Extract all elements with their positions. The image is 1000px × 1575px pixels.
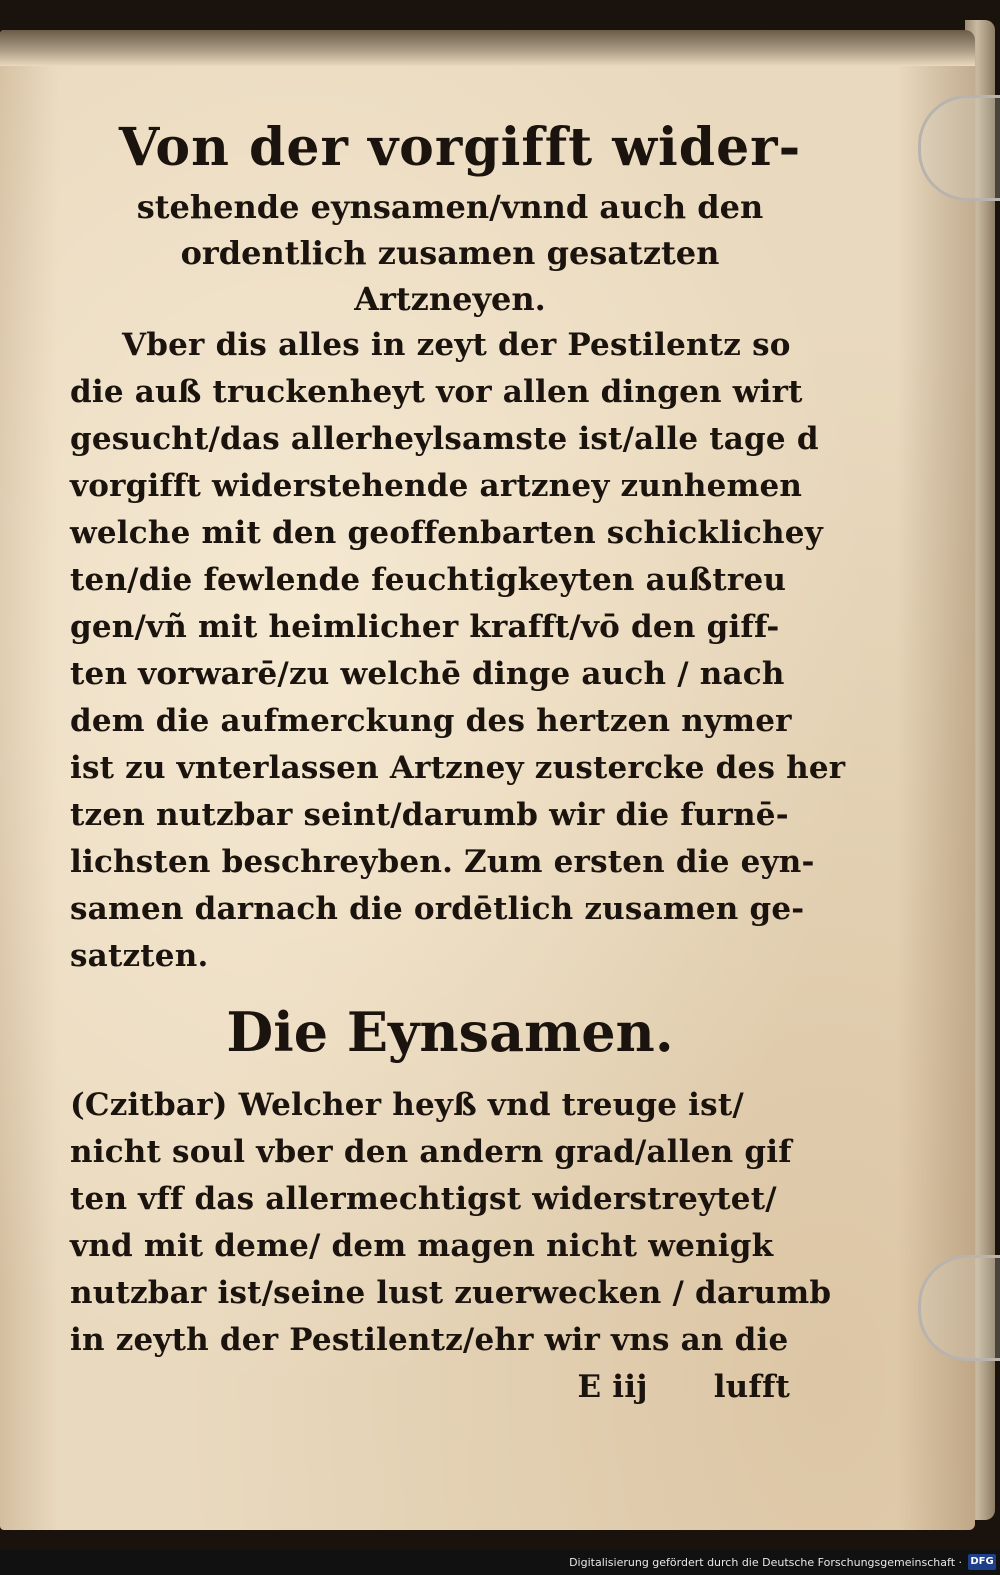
paragraph-line: dem die aufmerckung des hertzen nymer (70, 703, 792, 739)
section-line: nutzbar ist/seine lust zuerwecken / darumb (70, 1275, 832, 1311)
paragraph-line: samen darnach die ordētlich zusamen ge- (70, 891, 805, 927)
section-title: Die Eynsamen. (226, 1000, 674, 1064)
paragraph-line: die auß truckenheyt vor allen dingen wirt (70, 374, 803, 410)
funding-credit: Digitalisierung gefördert durch die Deutsche Forschungsgemeinschaft · (569, 1556, 962, 1569)
paragraph-line: ten vorwarē/zu welchē dinge auch / nach (70, 656, 785, 692)
heading-line: ordentlich zusamen gesatzten (180, 234, 720, 272)
footer-bar (0, 1550, 1000, 1575)
paragraph-line: tzen nutzbar seint/darumb wir die furnē- (70, 797, 789, 833)
signature-row (70, 1364, 830, 1411)
heading-line: Artzneyen. (354, 280, 546, 318)
paragraph-line: welche mit den geoffenbarten schicklichey (70, 515, 823, 551)
section-line: vnd mit deme/ dem magen nicht wenigk (70, 1228, 774, 1264)
paragraph-line: gen/vñ mit heimlicher krafft/vō den giff- (70, 609, 780, 645)
paragraph-line: vorgifft widerstehende artzney zunhemen (70, 468, 803, 504)
dfg-logo-icon: DFG (968, 1554, 996, 1570)
section-line: (Czitbar) Welcher heyß vnd treuge ist/ (70, 1087, 744, 1123)
paragraph-line: Vber dis alles in zeyt der Pestilentz so (122, 327, 791, 363)
paragraph-line: ten/die fewlende feuchtigkeyten außtreu (70, 562, 787, 598)
paragraph-line: ist zu vnterlassen Artzney zustercke des her (70, 750, 846, 786)
page-top-shadow (0, 30, 975, 66)
section-line: ten vff das allermechtigst widerstreytet/ (70, 1181, 777, 1217)
section-line: nicht soul vber den andern grad/allen gif (70, 1134, 792, 1170)
paragraph-line: gesucht/das allerheylsamste ist/alle tage d (70, 421, 819, 457)
heading-line: stehende eynsamen/vnnd auch den (136, 188, 764, 226)
section-line: in zeyth der Pestilentz/ehr wir vns an die (70, 1322, 789, 1358)
page-text (70, 112, 846, 1411)
paragraph-line: satzten. (70, 938, 209, 974)
signature-mark: E iij (577, 1369, 648, 1405)
paragraph-line: lichsten beschreyben. Zum ersten die eyn- (70, 844, 815, 880)
heading-line: Von der vorgifft wider- (118, 117, 802, 178)
catchword: lufft (713, 1369, 790, 1405)
